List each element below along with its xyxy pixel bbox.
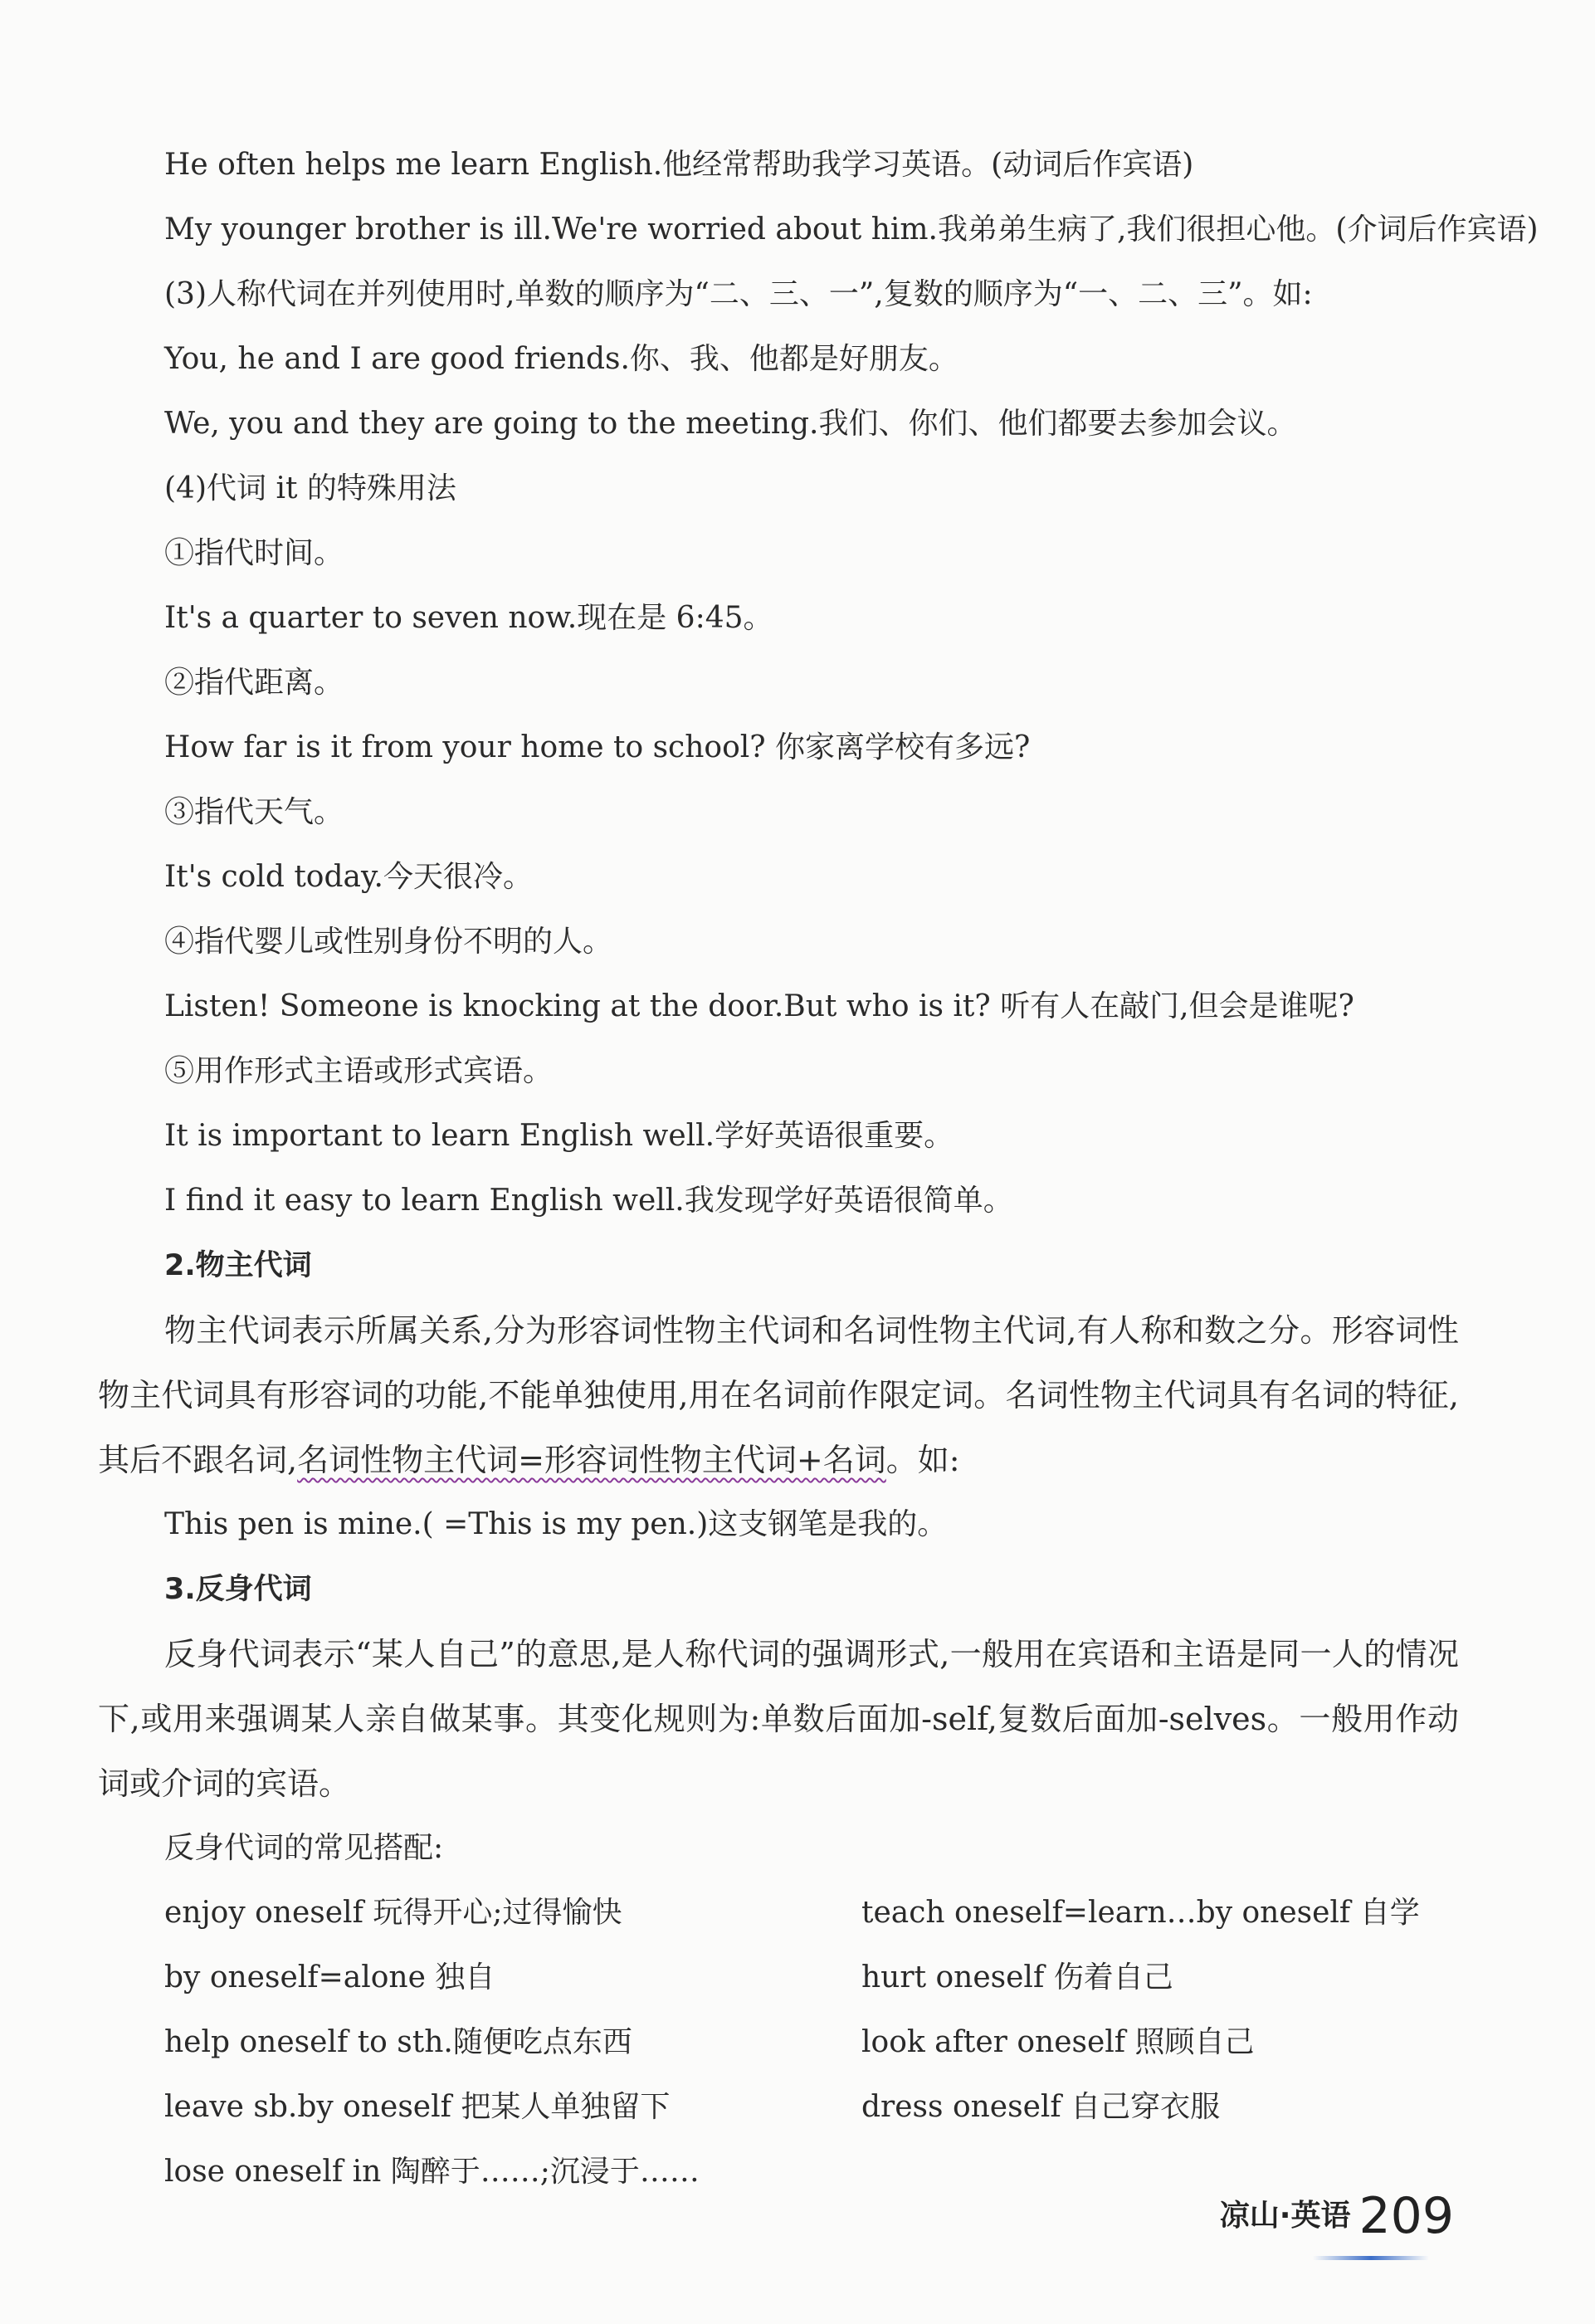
example-line: I find it easy to learn English well.我发现学好英语很简单。 xyxy=(164,1184,1013,1218)
paragraph-text: 物主代词表示所属关系,分为形容词性物主代词和名词性物主代词,有人称和数之分。形容词性物主代词具有形容词的功能,不能单独使用,用在名词前作限定词。名词性物主代词具有名词的特征,其后不跟名词, xyxy=(98,1312,1459,1478)
collocation-list xyxy=(98,1881,1459,2204)
text-line: ③指代天气。 xyxy=(164,795,344,829)
text-line: ④指代婴儿或性别身份不明的人。 xyxy=(164,925,613,959)
example-line: It's cold today.今天很冷。 xyxy=(164,860,533,894)
collocation-item: teach oneself=learn…by oneself 自学 xyxy=(861,1896,1420,1930)
subheading-line: (4)代词 it 的特殊用法 xyxy=(164,471,456,505)
text-line: ①指代时间。 xyxy=(164,536,344,570)
collocation-item: help oneself to sth.随便吃点东西 xyxy=(164,2025,632,2059)
paragraph-reflexive-pronouns: 反身代词表示“某人自己”的意思,是人称代词的强调形式,一般用在宾语和主语是同一人的情况下,或用来强调某人亲自做某事。其变化规则为:单数后面加-self,复数后面加-selves。一般用作动词或介词的宾语。 xyxy=(98,1636,1459,1802)
page-number: 209 xyxy=(1358,2187,1454,2245)
page-content xyxy=(98,133,1539,2204)
text-line: ⑤用作形式主语或形式宾语。 xyxy=(164,1054,554,1088)
example-line: It's a quarter to seven now.现在是 6:45。 xyxy=(164,601,773,635)
footer-accent-bar xyxy=(1313,2256,1429,2260)
collocation-item: enjoy oneself 玩得开心;过得愉快 xyxy=(164,1896,622,1930)
collocation-item: by oneself=alone 独自 xyxy=(164,1960,495,1994)
section-heading-reflexive-pronouns: 3.反身代词 xyxy=(164,1573,312,1606)
example-line: This pen is mine.( =This is my pen.)这支钢笔是我的。 xyxy=(164,1507,948,1541)
example-line: Listen! Someone is knocking at the door.But who is it? 听有人在敲门,但会是谁呢? xyxy=(164,989,1354,1023)
paragraph-possessive-pronouns xyxy=(98,1298,1459,1492)
text-line: You, he and I are good friends.你、我、他都是好朋友。 xyxy=(164,342,958,376)
footer-label: 凉山·英语 xyxy=(1219,2199,1351,2233)
collocation-item: dress oneself 自己穿衣服 xyxy=(861,2090,1221,2124)
paragraph-text: 。如: xyxy=(885,1442,960,1478)
example-line: How far is it from your home to school? 你家离学校有多远? xyxy=(164,730,1031,764)
collocation-item: leave sb.by oneself 把某人单独留下 xyxy=(164,2090,671,2124)
text-line: My younger brother is ill.We're worried about him.我弟弟生病了,我们很担心他。(介词后作宾语) xyxy=(164,212,1539,247)
text-line: We, you and they are going to the meeting.我们、你们、他们都要去参加会议。 xyxy=(164,407,1297,441)
text-line: ②指代距离。 xyxy=(164,666,344,700)
underlined-rule: 名词性物主代词=形容词性物主代词+名词 xyxy=(297,1442,886,1478)
text-line: He often helps me learn English.他经常帮助我学习英语。(动词后作宾语) xyxy=(164,148,1194,182)
page-footer xyxy=(1219,2187,1454,2245)
text-line: (3)人称代词在并列使用时,单数的顺序为“二、三、一”,复数的顺序为“一、二、三”。如: xyxy=(164,277,1313,311)
collocation-item: look after oneself 照顾自己 xyxy=(861,2025,1255,2059)
section-heading-possessive-pronouns: 2.物主代词 xyxy=(164,1249,312,1282)
collocation-item: hurt oneself 伤着自己 xyxy=(861,1960,1173,1994)
collocations-title: 反身代词的常见搭配: xyxy=(164,1831,444,1865)
collocation-item: lose oneself in 陶醉于……;沉浸于…… xyxy=(164,2155,700,2189)
example-line: It is important to learn English well.学好英语很重要。 xyxy=(164,1119,954,1153)
